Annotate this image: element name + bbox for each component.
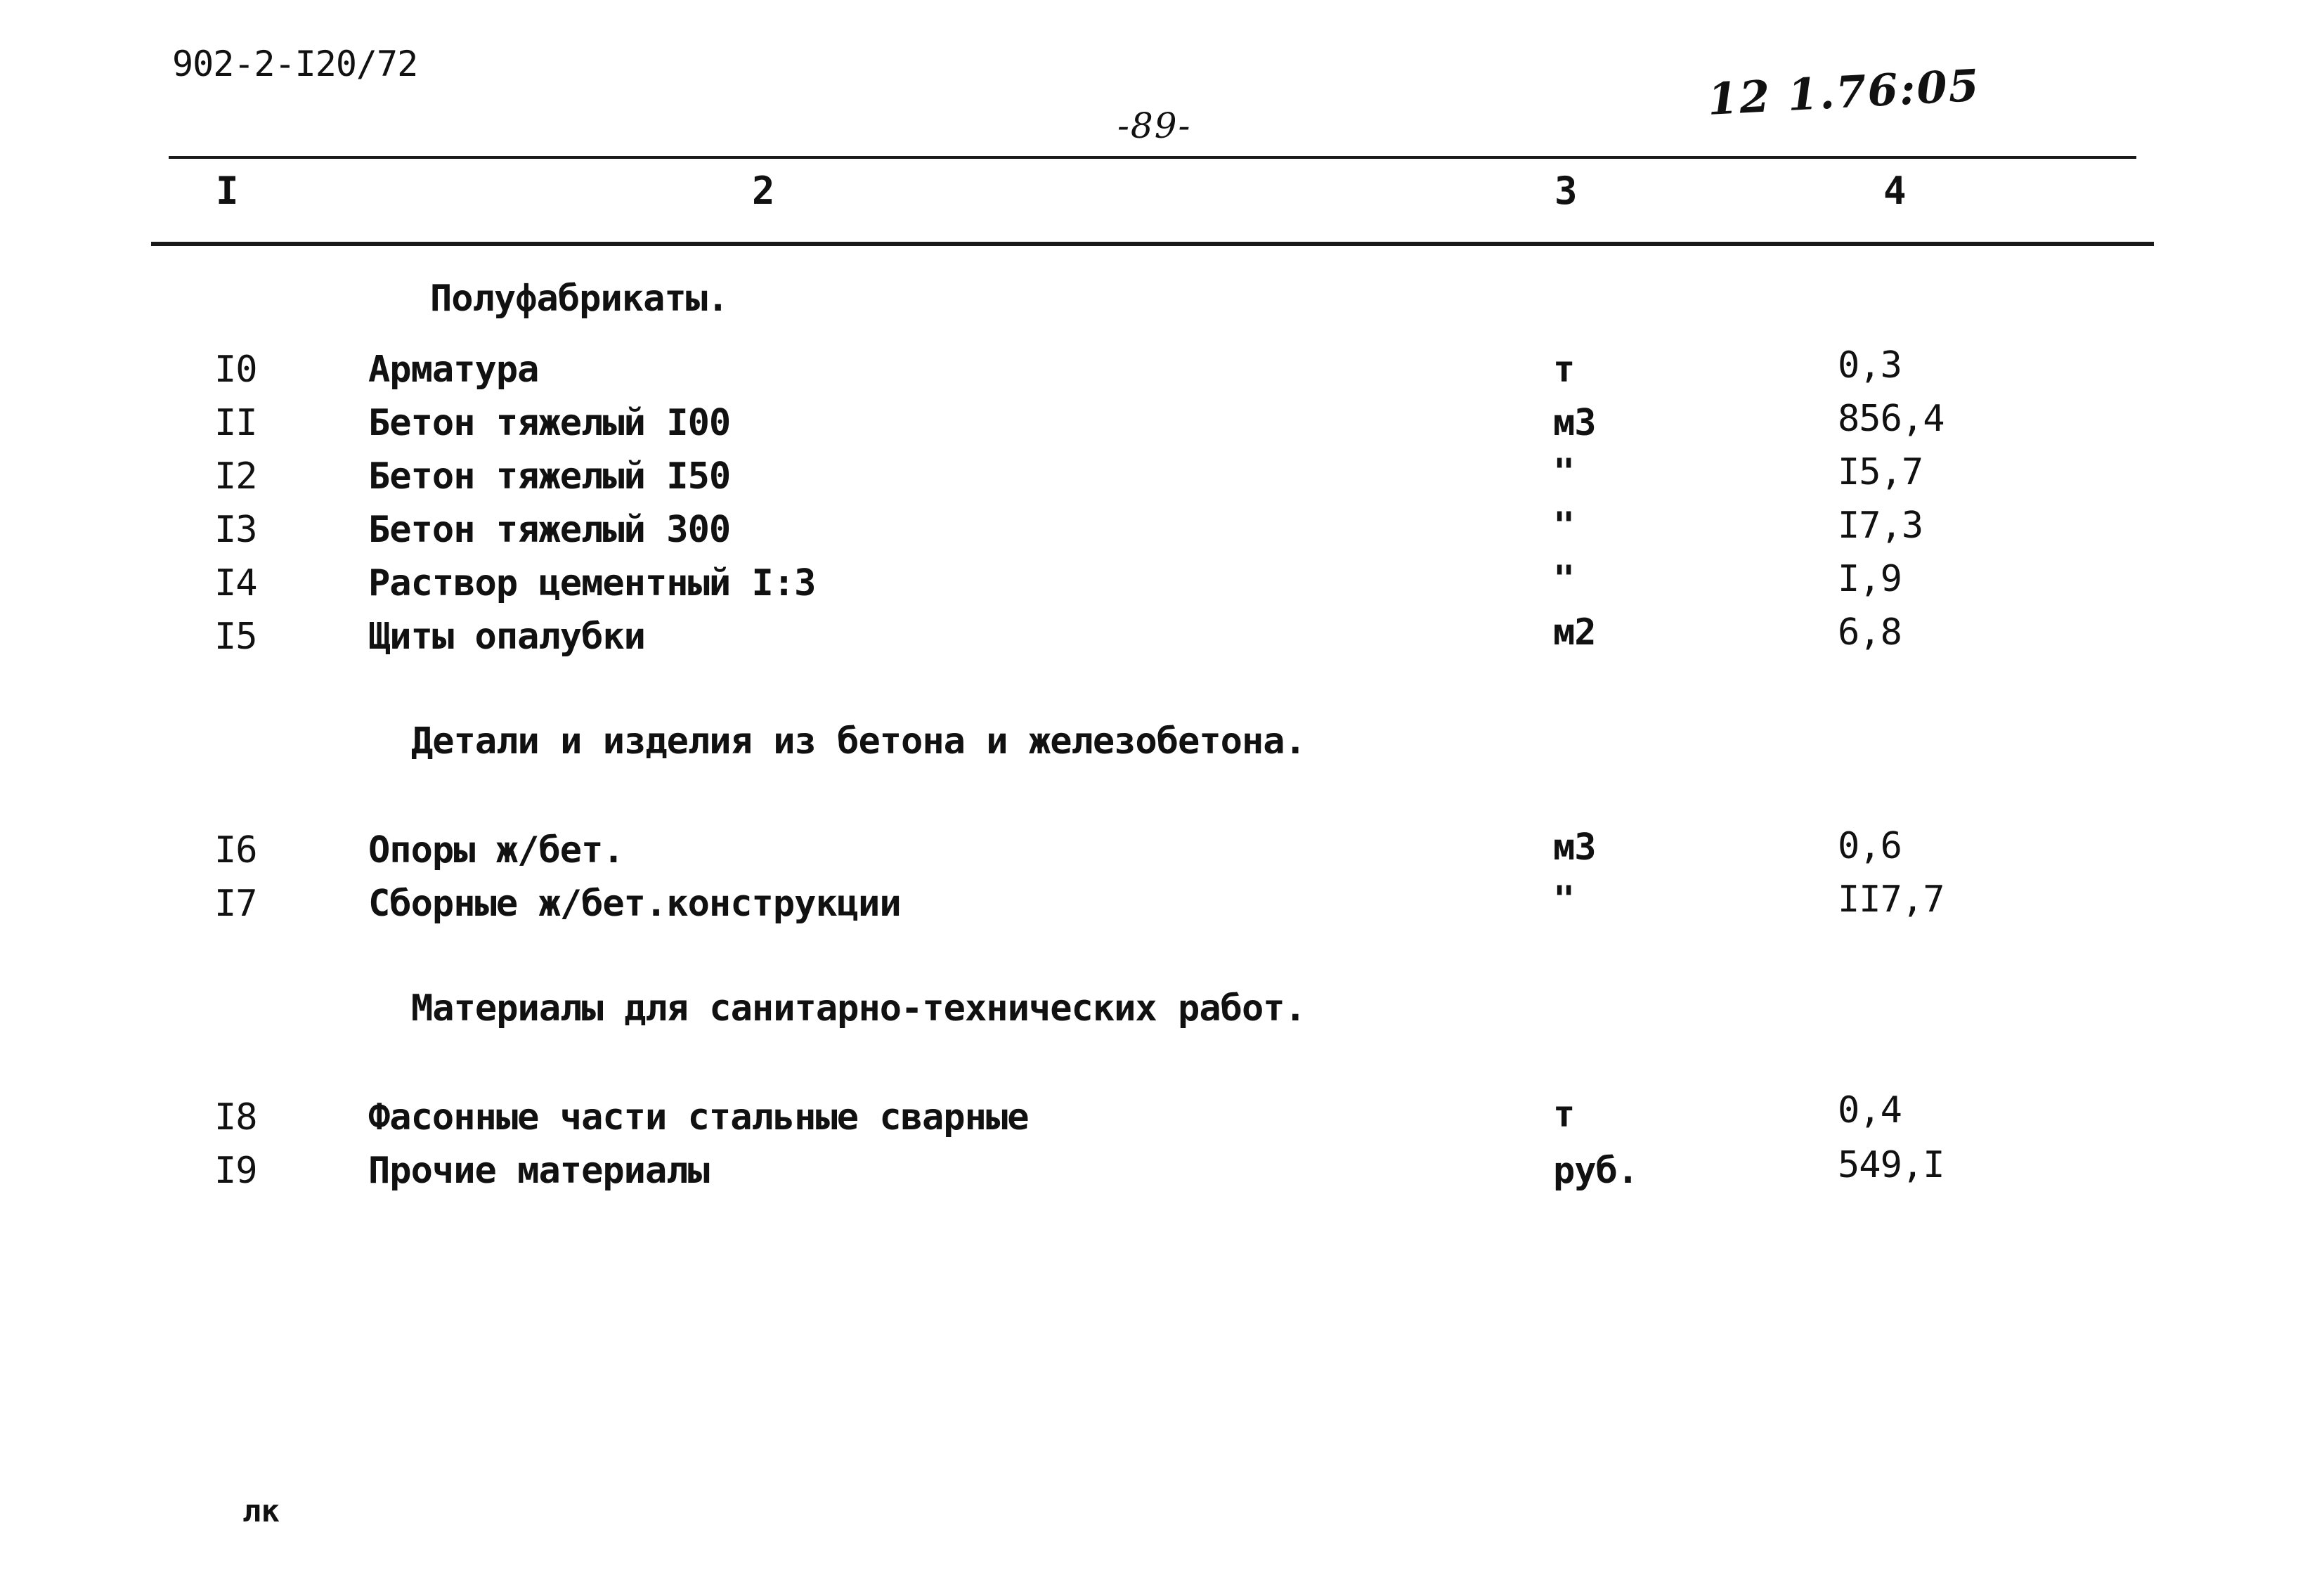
section-title-semifinished: Полуфабрикаты. — [430, 278, 729, 320]
row-name: Сборные ж/бет.конструкции — [368, 883, 901, 925]
row-quantity: 549,I — [1838, 1144, 1945, 1186]
handwritten-code: 12 1.76:05 — [1706, 59, 1982, 125]
row-name: Арматура — [368, 349, 539, 391]
row-number: I8 — [214, 1096, 257, 1138]
row-unit: " — [1553, 878, 1575, 921]
table-header-rule — [151, 242, 2154, 246]
column-header-1: I — [216, 169, 239, 213]
row-quantity: 0,3 — [1838, 344, 1902, 387]
row-unit: " — [1553, 558, 1575, 600]
row-quantity: 0,6 — [1838, 825, 1902, 867]
section-title-sanitary-materials: Материалы для санитарно-технических работ. — [411, 987, 1306, 1030]
row-unit: т — [1553, 1093, 1575, 1136]
row-unit: м2 — [1553, 611, 1596, 654]
document-code: 902-2-I20/72 — [172, 44, 418, 84]
row-quantity: 6,8 — [1838, 611, 1902, 654]
row-quantity: I5,7 — [1838, 451, 1923, 493]
row-number: II — [214, 402, 257, 444]
row-number: I7 — [214, 883, 257, 925]
row-quantity: 856,4 — [1838, 398, 1945, 440]
row-quantity: 0,4 — [1838, 1089, 1902, 1131]
row-name: Прочие материалы — [368, 1150, 709, 1192]
section-title-concrete-products: Детали и изделия из бетона и железобетона. — [411, 720, 1306, 762]
row-unit: руб. — [1553, 1150, 1639, 1192]
initials-signature: лк — [242, 1493, 280, 1529]
row-name: Раствор цементный I:3 — [368, 562, 816, 604]
row-unit: " — [1553, 505, 1575, 547]
row-number: I6 — [214, 829, 257, 871]
row-name: Фасонные части стальные сварные — [368, 1096, 1029, 1138]
row-number: I3 — [214, 509, 257, 551]
column-header-2: 2 — [752, 169, 775, 213]
column-header-4: 4 — [1883, 169, 1907, 213]
row-number: I2 — [214, 455, 257, 498]
row-name: Бетон тяжелый 300 — [368, 509, 731, 551]
row-unit: " — [1553, 451, 1575, 493]
row-number: I9 — [214, 1150, 257, 1192]
row-name: Опоры ж/бет. — [368, 829, 624, 871]
row-name: Бетон тяжелый I50 — [368, 455, 731, 498]
table-top-rule — [169, 156, 2136, 159]
row-quantity: II7,7 — [1838, 878, 1945, 921]
row-number: I4 — [214, 562, 257, 604]
row-unit: м3 — [1553, 402, 1596, 444]
row-unit: м3 — [1553, 826, 1596, 869]
row-name: Бетон тяжелый I00 — [368, 402, 731, 444]
row-quantity: I7,3 — [1838, 505, 1923, 547]
page-number: -89- — [1117, 105, 1192, 146]
row-quantity: I,9 — [1838, 558, 1902, 600]
row-name: Щиты опалубки — [368, 616, 645, 658]
row-number: I5 — [214, 616, 257, 658]
row-number: I0 — [214, 349, 257, 391]
row-unit: т — [1553, 349, 1575, 391]
column-header-3: 3 — [1554, 169, 1578, 213]
